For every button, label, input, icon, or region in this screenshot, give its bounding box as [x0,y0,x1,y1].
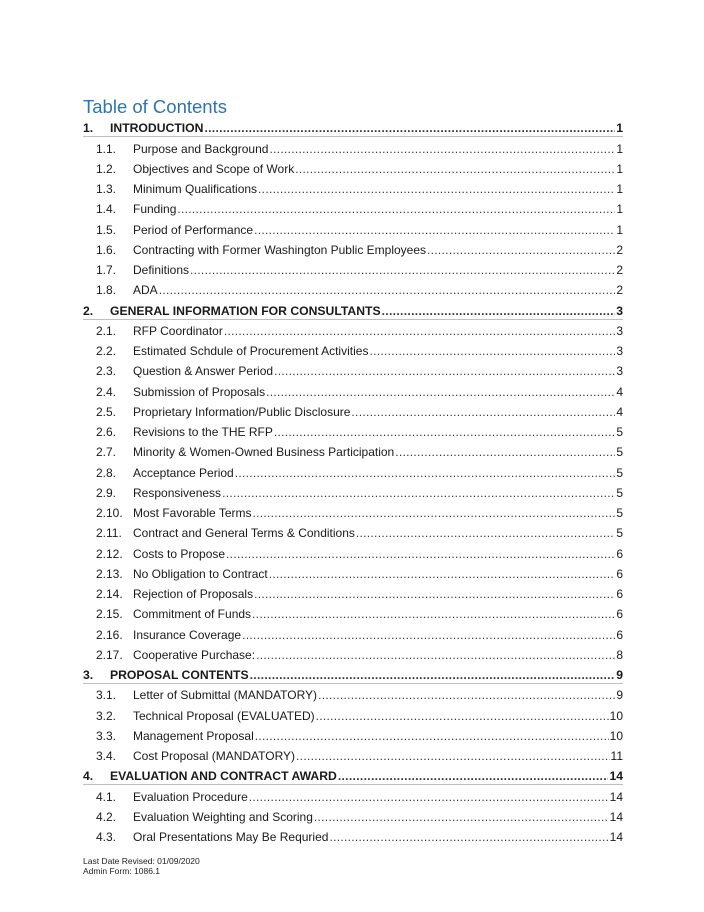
toc-dot-leader [316,709,609,725]
toc-entry-page-number: 9 [616,668,623,682]
toc-entry-number: 2.11. [96,526,122,541]
toc-dot-leader [369,344,615,360]
toc-title: Table of Contents [83,96,227,117]
toc-entry-page-number: 5 [616,506,623,520]
toc-subsection-entry[interactable] [83,137,623,157]
toc-dot-leader [226,547,615,563]
toc-entry-label: Evaluation Procedure [133,789,248,804]
toc-subsection-entry[interactable] [83,340,623,360]
toc-entry-number: 2.6. [96,425,117,439]
toc-entry-number: 2.3. [96,364,117,379]
toc-dot-leader [274,425,615,441]
toc-section-entry[interactable] [83,117,623,137]
toc-subsection-entry[interactable] [83,421,623,441]
toc-section-entry[interactable] [83,664,623,684]
toc-subsection-entry[interactable] [83,380,623,400]
toc-dot-leader [252,506,615,522]
page-footer [83,856,200,876]
toc-entry-label: Costs to Propose [133,546,226,561]
toc-entry-label: Funding [133,202,177,217]
toc-dot-leader [269,142,615,158]
toc-subsection-entry[interactable] [83,785,623,805]
toc-entry-number: 2.10. [96,506,123,520]
toc-subsection-entry[interactable] [83,725,623,745]
toc-entry-page-number: 1 [616,222,623,237]
toc-entry-label: Acceptance Period [133,465,234,480]
toc-entry-number: 1.7. [96,263,117,277]
toc-entry-page-number: 2 [616,283,623,298]
toc-entry-number: 1.6. [96,242,117,257]
toc-entry-number: 1. [83,121,94,136]
toc-entry-label: Proprietary Information/Public Disclosure [133,404,351,419]
toc-entry-number: 4. [83,769,94,784]
toc-entry-number: 2.14. [96,587,123,601]
toc-entry-page-number: 8 [616,647,623,662]
toc-dot-leader [235,466,616,482]
toc-dot-leader [318,688,615,704]
toc-entry-label: Submission of Proposals [133,384,266,399]
toc-subsection-entry[interactable] [83,158,623,178]
toc-entry-number: 1.2. [96,161,117,176]
toc-entry-page-number: 11 [610,749,623,763]
toc-entry-number: 4.1. [96,789,117,804]
toc-list [83,117,623,846]
toc-dot-leader [266,385,615,401]
toc-entry-page-number: 14 [609,830,623,844]
toc-entry-number: 3. [83,668,94,682]
toc-subsection-entry[interactable] [83,704,623,724]
toc-dot-leader [395,445,615,461]
toc-subsection-entry[interactable] [83,745,623,765]
toc-dot-leader [252,607,615,623]
toc-subsection-entry[interactable] [83,603,623,623]
toc-entry-label: Question & Answer Period [133,364,274,379]
toc-dot-leader [314,810,609,826]
toc-entry-page-number: 1 [616,161,623,176]
toc-dot-leader [254,223,615,239]
toc-subsection-entry[interactable] [83,502,623,522]
footer-revised-date: Last Date Revised: 01/09/2020 [83,856,200,866]
toc-dot-leader [269,567,616,583]
toc-entry-number: 3.3. [96,728,117,743]
toc-entry-page-number: 5 [616,526,623,541]
toc-entry-label: Cooperative Purchase: [133,647,256,662]
toc-entry-page-number: 6 [616,627,623,642]
toc-entry-page-number: 4 [616,404,623,419]
toc-entry-page-number: 6 [616,546,623,561]
toc-dot-leader [250,668,616,684]
toc-dot-leader [295,162,615,178]
toc-dot-leader [258,182,615,198]
toc-subsection-entry[interactable] [83,279,623,299]
toc-subsection-entry[interactable] [83,360,623,380]
toc-subsection-entry[interactable] [83,461,623,481]
toc-dot-leader [356,526,615,542]
toc-entry-label: Contract and General Terms & Conditions [133,526,355,541]
toc-subsection-entry[interactable] [83,644,623,664]
toc-entry-label: Responsiveness [133,485,222,500]
toc-dot-leader [329,830,608,846]
toc-entry-number: 1.1. [96,141,117,156]
toc-entry-label: No Obligation to Contract [133,566,268,581]
toc-entry-label: Minority & Women-Owned Business Participation [133,445,395,460]
toc-entry-label: Oral Presentations May Be Requried [133,830,329,844]
toc-entry-number: 4.3. [96,830,117,844]
toc-entry-label: EVALUATION AND CONTRACT AWARD [110,769,337,784]
toc-entry-page-number: 4 [616,384,623,399]
toc-entry-label: Contracting with Former Washington Public Employees [133,242,427,257]
toc-entry-page-number: 2 [616,242,623,257]
toc-subsection-entry[interactable] [83,401,623,421]
toc-entry-page-number: 6 [616,587,623,601]
toc-subsection-entry[interactable] [83,482,623,502]
toc-dot-leader [427,243,615,259]
toc-dot-leader [222,486,615,502]
toc-dot-leader [159,283,616,299]
toc-dot-leader [274,364,615,380]
toc-entry-page-number: 6 [616,607,623,622]
toc-entry-number: 2.2. [96,344,117,358]
toc-entry-page-number: 9 [616,688,623,703]
toc-entry-page-number: 6 [616,566,623,581]
toc-entry-label: Objectives and Scope of Work [133,161,295,176]
toc-subsection-entry[interactable] [83,583,623,603]
toc-entry-number: 4.2. [96,809,117,824]
toc-entry-number: 2.8. [96,465,117,480]
toc-dot-leader [254,587,615,603]
toc-entry-label: Management Proposal [133,728,254,743]
toc-section-entry[interactable] [83,765,623,785]
toc-entry-label: ADA [133,283,158,298]
toc-entry-number: 2.7. [96,445,117,460]
toc-entry-label: Insurance Coverage [133,627,242,642]
toc-entry-label: Cost Proposal (MANDATORY) [133,749,296,763]
toc-subsection-entry[interactable] [83,218,623,238]
toc-entry-number: 2.1. [96,323,117,338]
toc-entry-number: 2.9. [96,485,117,500]
toc-entry-label: GENERAL INFORMATION FOR CONSULTANTS [110,303,381,318]
toc-entry-number: 1.5. [96,222,117,237]
toc-subsection-entry[interactable] [83,259,623,279]
toc-entry-label: Minimum Qualifications [133,182,258,196]
toc-entry-page-number: 3 [616,323,623,338]
toc-entry-page-number: 10 [609,728,623,743]
toc-entry-page-number: 14 [609,789,623,804]
toc-entry-number: 3.2. [96,708,117,723]
toc-entry-page-number: 5 [616,485,623,500]
toc-dot-leader [204,121,615,137]
toc-dot-leader [242,628,615,644]
toc-entry-number: 2.4. [96,384,117,399]
toc-entry-page-number: 1 [616,202,623,217]
toc-entry-number: 2.5. [96,404,117,419]
toc-entry-label: RFP Coordinator [133,323,223,338]
toc-entry-label: Period of Performance [133,222,254,237]
toc-subsection-entry[interactable] [83,198,623,218]
toc-dot-leader [296,749,609,765]
toc-entry-number: 1.8. [96,283,117,298]
toc-subsection-entry[interactable] [83,522,623,542]
toc-entry-label: Purpose and Background [133,141,269,156]
toc-entry-page-number: 14 [609,769,623,784]
toc-entry-label: Evaluation Weighting and Scoring [133,809,313,824]
toc-subsection-entry[interactable] [83,239,623,259]
toc-entry-number: 2.13. [96,566,123,581]
toc-subsection-entry[interactable] [83,563,623,583]
toc-dot-leader [256,648,615,664]
toc-entry-label: INTRODUCTION [110,121,204,136]
toc-subsection-entry[interactable] [83,684,623,704]
toc-entry-number: 2.15. [96,607,123,622]
toc-entry-page-number: 5 [616,465,623,480]
toc-section-entry[interactable] [83,299,623,319]
toc-dot-leader [351,405,615,421]
toc-entry-number: 2.12. [96,546,123,561]
toc-entry-page-number: 5 [616,425,623,439]
toc-entry-page-number: 3 [616,364,623,379]
toc-entry-label: Commitment of Funds [133,607,252,622]
toc-entry-label: Letter of Submittal (MANDATORY) [133,688,318,703]
toc-entry-label: Rejection of Proposals [133,587,254,601]
toc-dot-leader [338,769,609,785]
toc-dot-leader [255,729,609,745]
toc-entry-label: PROPOSAL CONTENTS [110,668,249,682]
toc-entry-number: 3.4. [96,749,117,763]
toc-subsection-entry[interactable] [83,178,623,198]
toc-entry-page-number: 2 [616,263,623,277]
toc-subsection-entry[interactable] [83,826,623,846]
toc-subsection-entry[interactable] [83,623,623,643]
toc-entry-label: Revisions to the THE RFP [133,425,273,439]
toc-entry-label: Most Favorable Terms [133,506,252,520]
toc-entry-number: 2. [83,303,94,318]
toc-entry-number: 2.17. [96,647,123,662]
toc-entry-page-number: 3 [616,344,623,358]
toc-entry-label: Technical Proposal (EVALUATED) [133,708,315,723]
toc-entry-number: 3.1. [96,688,117,703]
toc-entry-page-number: 14 [609,809,623,824]
toc-entry-page-number: 1 [616,121,623,136]
toc-entry-page-number: 5 [616,445,623,460]
toc-subsection-entry[interactable] [83,320,623,340]
toc-dot-leader [177,202,615,218]
toc-entry-number: 1.4. [96,202,117,217]
toc-dot-leader [249,790,609,806]
toc-entry-page-number: 3 [616,303,623,318]
footer-admin-form: Admin Form: 1086.1 [83,866,161,876]
toc-entry-number: 1.3. [96,182,117,196]
toc-entry-page-number: 10 [609,708,623,723]
toc-entry-label: Estimated Schdule of Procurement Activities [133,344,369,358]
toc-dot-leader [382,304,616,320]
toc-entry-page-number: 1 [616,141,623,156]
toc-subsection-entry[interactable] [83,542,623,562]
toc-dot-leader [224,324,615,340]
toc-subsection-entry[interactable] [83,441,623,461]
toc-entry-number: 2.16. [96,627,123,642]
toc-dot-leader [190,263,615,279]
toc-entry-label: Definitions [133,263,190,277]
toc-entry-page-number: 1 [616,182,623,196]
toc-subsection-entry[interactable] [83,806,623,826]
